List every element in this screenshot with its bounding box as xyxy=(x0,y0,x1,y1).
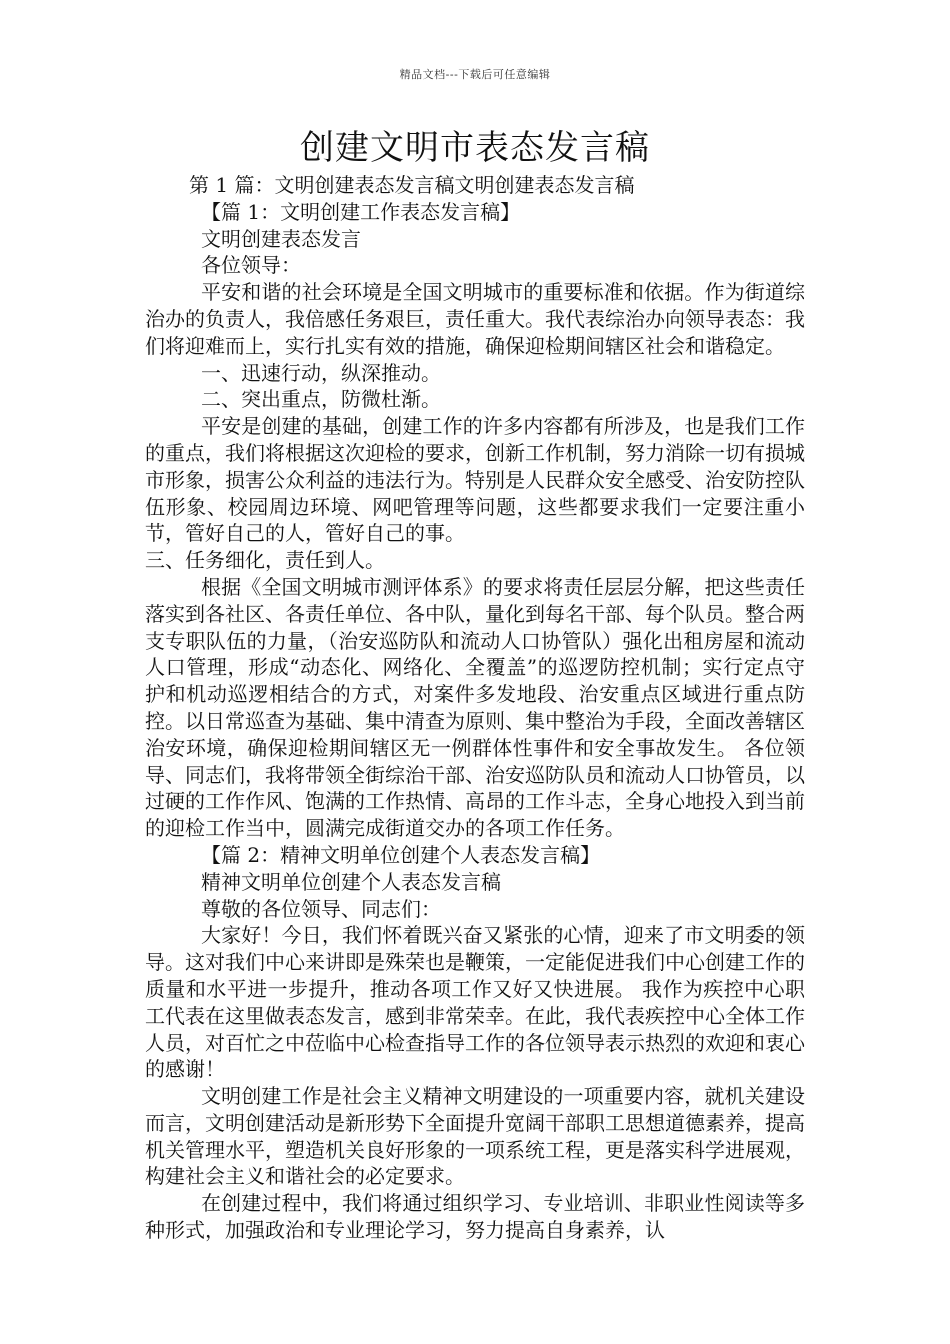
paragraph: 精神文明单位创建个人表态发言稿 xyxy=(201,869,501,894)
paragraph: 在创建过程中，我们将通过组织学习、专业培训、非职业性阅读等多种形式，加强政治和专业理论学习，努力提高自身素养，认 xyxy=(145,1191,805,1243)
paragraph: 平安是创建的基础，创建工作的许多内容都有所涉及，也是我们工作的重点，我们将根据这次迎检的要求，创新工作机制，努力消除一切有损城市形象，损害公众利益的违法行为。特别是人民群众安全感受、治安防控队伍形象、校园周边环境、网吧管理等问题，这些都要求我们一定要注重小节，管好自己的人，管好自己的事。 xyxy=(145,414,805,546)
paragraph: 第 1 篇：文明创建表态发言稿文明创建表态发言稿 xyxy=(189,173,635,197)
paragraph: 【篇 1：文明创建工作表态发言稿】 xyxy=(201,199,521,224)
paragraph: 文明创建表态发言 xyxy=(201,226,361,251)
document-title: 创建文明市表态发言稿 xyxy=(300,128,650,168)
paragraph: 一、迅速行动，纵深推动。 xyxy=(201,360,441,385)
paragraph: 根据《全国文明城市测评体系》的要求将责任层层分解，把这些责任落实到各社区、各责任单位、各中队，量化到每名干部、每个队员。整合两支专职队伍的力量，（治安巡防队和流动人口协管队）强化出租房屋和流动人口管理，形成“动态化、网络化、全覆盖”的巡逻防控机制；实行定点守护和机动巡逻相结合的方式，对案件多发地段、治安重点区域进行重点防控。以日常巡查为基础、集中清查为原则、集中整治为手段，全面改善辖区治安环境，确保迎检期间辖区无一例群体性事件和安全事故发生。 各位领导、同志们，我将带领全街综治干部、治安巡防队员和流动人口协管员，以过硬的工作作风、饱满的工作热情、高昂的工作斗志，全身心地投入到当前的迎检工作当中，圆满完成街道交办的各项工作任务。 xyxy=(145,574,805,841)
paragraph: 平安和谐的社会环境是全国文明城市的重要标准和依据。作为街道综治办的负责人，我倍感任务艰巨，责任重大。我代表综治办向领导表态：我们将迎难而上，实行扎实有效的措施，确保迎检期间辖区社会和谐稳定。 xyxy=(145,280,805,358)
header-note: 精品文档---下载后可任意编辑 xyxy=(399,68,551,81)
paragraph: 大家好！今日，我们怀着既兴奋又紧张的心情，迎来了市文明委的领导。这对我们中心来讲即是殊荣也是鞭策，一定能促进我们中心创建工作的质量和水平进一步提升，推动各项工作又好又快进展。 我作为疾控中心职工代表在这里做表态发言，感到非常荣幸。在此，我代表疾控中心全体工作人员，对百忙之中莅临中心检查指导工作的各位领导表示热烈的欢迎和衷心的感谢！ xyxy=(145,923,805,1082)
document-body xyxy=(145,172,805,1244)
paragraph: 各位领导： xyxy=(201,253,301,278)
paragraph: 文明创建工作是社会主义精神文明建设的一项重要内容，就机关建设而言，文明创建活动是新形势下全面提升宽阔干部职工思想道德素养，提高机关管理水平，塑造机关良好形象的一项系统工程，更是落实科学进展观，构建社会主义和谐社会的必定要求。 xyxy=(145,1084,805,1189)
paragraph: 尊敬的各位领导、同志们： xyxy=(201,896,441,921)
paragraph: 三、任务细化，责任到人。 xyxy=(145,548,385,573)
paragraph: 二、突出重点，防微杜渐。 xyxy=(201,387,441,412)
paragraph: 【篇 2：精神文明单位创建个人表态发言稿】 xyxy=(201,842,601,867)
